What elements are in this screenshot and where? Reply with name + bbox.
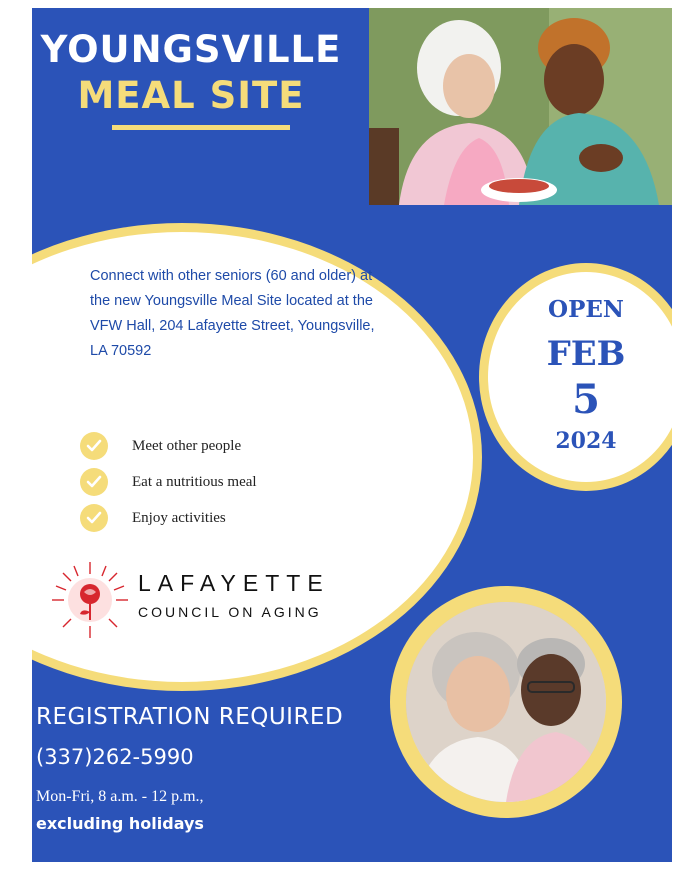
open-year: 2024	[555, 428, 617, 454]
check-icon	[80, 432, 108, 460]
registration-heading: REGISTRATION REQUIRED	[36, 704, 344, 730]
open-month: FEB	[546, 334, 626, 374]
senior-couple-portrait-photo	[406, 602, 606, 802]
flyer	[32, 8, 672, 862]
open-day: 5	[572, 376, 600, 423]
title-line1: YOUNGSVILLE	[40, 28, 342, 71]
bullet-label: Eat a nutritious meal	[132, 473, 257, 490]
council-logo	[50, 560, 370, 640]
registration-phone[interactable]: (337)262-5990	[36, 745, 194, 769]
check-icon	[80, 504, 108, 532]
rose-sun-icon	[50, 560, 130, 640]
top-photo	[369, 8, 672, 205]
registration-note: excluding holidays	[36, 814, 204, 833]
two-senior-women-laughing-photo	[369, 8, 672, 205]
intro-text: Connect with other seniors (60 and older) at the new Youngsville Meal Site located at the VFW Hall, 204 Lafayette Street, Youngsville, LA 70592	[90, 268, 375, 359]
title-line2: MEAL SITE	[77, 74, 305, 117]
logo-name-line1: LAFAYETTE	[138, 570, 330, 596]
registration-hours: Mon-Fri, 8 a.m. - 12 p.m.,	[36, 788, 204, 805]
list-item	[80, 500, 257, 536]
list-item	[80, 428, 257, 464]
list-item	[80, 464, 257, 500]
bullet-label: Enjoy activities	[132, 509, 226, 526]
open-label: OPEN	[548, 296, 624, 323]
title-underline	[112, 125, 290, 130]
check-icon	[80, 468, 108, 496]
bullet-label: Meet other people	[132, 437, 242, 454]
bullet-list	[80, 428, 257, 536]
couple-photo-frame	[390, 586, 622, 818]
logo-name-line2: COUNCIL ON AGING	[138, 604, 322, 620]
